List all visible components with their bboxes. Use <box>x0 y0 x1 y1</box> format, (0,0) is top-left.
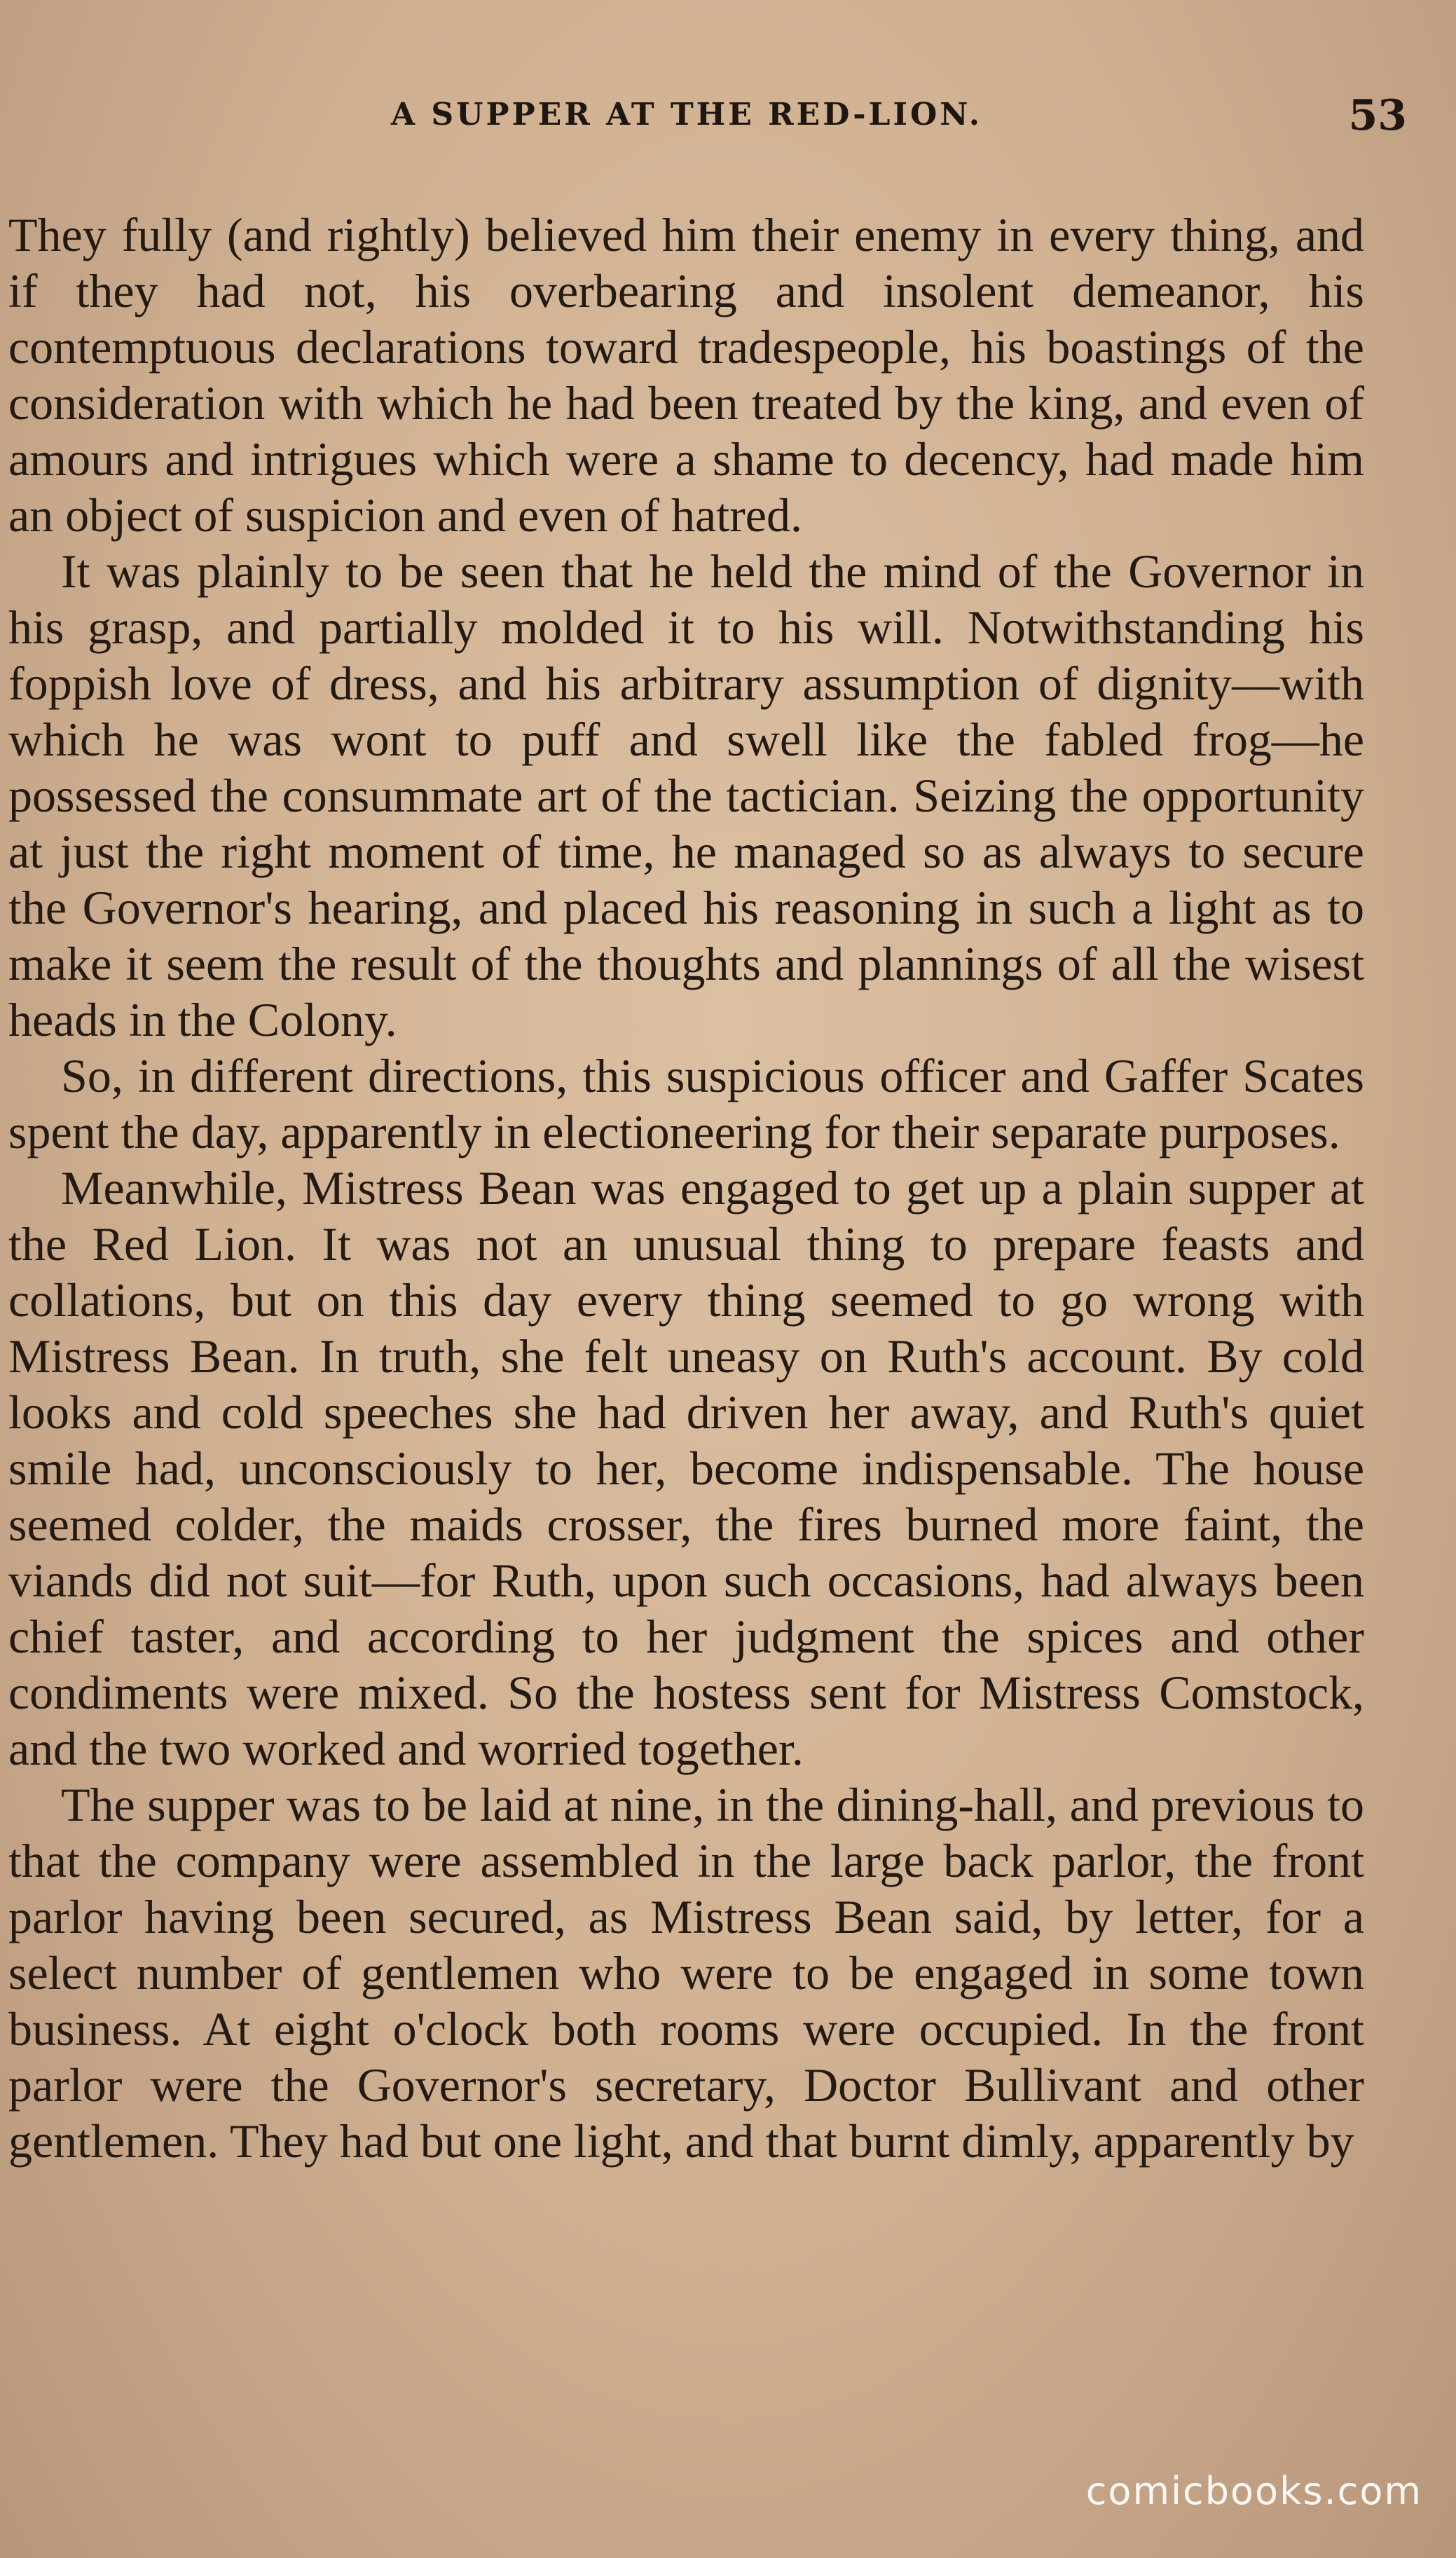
paragraph-2: It was plainly to be seen that he held the mind of the Governor in his grasp, and partially molded it to his will. Notwithstanding his foppish love of dress, and his arbitrary assumption of dignity—with which he was wont to puff and swell like the fabled frog—he possessed the consummate art of the tactician. Seizing the opportunity at just the right moment of time, he managed so as always to secure the Governor's hearing, and placed his reasoning in such a light as to make it seem the result of the thoughts and plannings of all the wisest heads in the Colony. <box>8 545 1364 1046</box>
paragraph-5: The supper was to be laid at nine, in the dining-hall, and previous to that the company were assembled in the large back parlor, the front parlor having been secured, as Mistress Bean said, by letter, for a select number of gentlemen who were to be engaged in some town business. At eight o'clock both rooms were occupied. In the front parlor were the Governor's secretary, Doctor Bullivant and other gentlemen. They had but one light, and that burnt dimly, apparently by <box>8 1778 1364 2168</box>
paragraph-1: They fully (and rightly) believed him their enemy in every thing, and if they had not, his overbearing and insolent demeanor, his contemptuous declarations toward tradespeople, his boastings of the consideration with which he had been treated by the king, and even of amours and intrigues which were a shame to decency, had made him an object of suspicion and even of hatred. <box>8 208 1364 542</box>
body-text <box>8 207 1364 2169</box>
paragraph-3: So, in different directions, this suspicious officer and Gaffer Scates spent the day, apparently in electioneering for their separate purposes. <box>8 1049 1364 1158</box>
page-header <box>0 84 1456 154</box>
running-title: A SUPPER AT THE RED-LION. <box>390 97 983 132</box>
page-number: 53 <box>1348 91 1407 140</box>
paragraph-4: Meanwhile, Mistress Bean was engaged to get up a plain supper at the Red Lion. It was not an unusual thing to prepare feasts and collations, but on this day every thing seemed to go wrong with Mistress Bean. In truth, she felt uneasy on Ruth's account. By cold looks and cold speeches she had driven her away, and Ruth's quiet smile had, unconsciously to her, become indispensable. The house seemed colder, the maids crosser, the fires burned more faint, the viands did not suit—for Ruth, upon such occasions, had always been chief taster, and according to her judgment the spices and other condiments were mixed. So the hostess sent for Mistress Comstock, and the two worked and worried together. <box>8 1161 1364 1775</box>
watermark: comicbooks.com <box>1085 2469 1422 2513</box>
